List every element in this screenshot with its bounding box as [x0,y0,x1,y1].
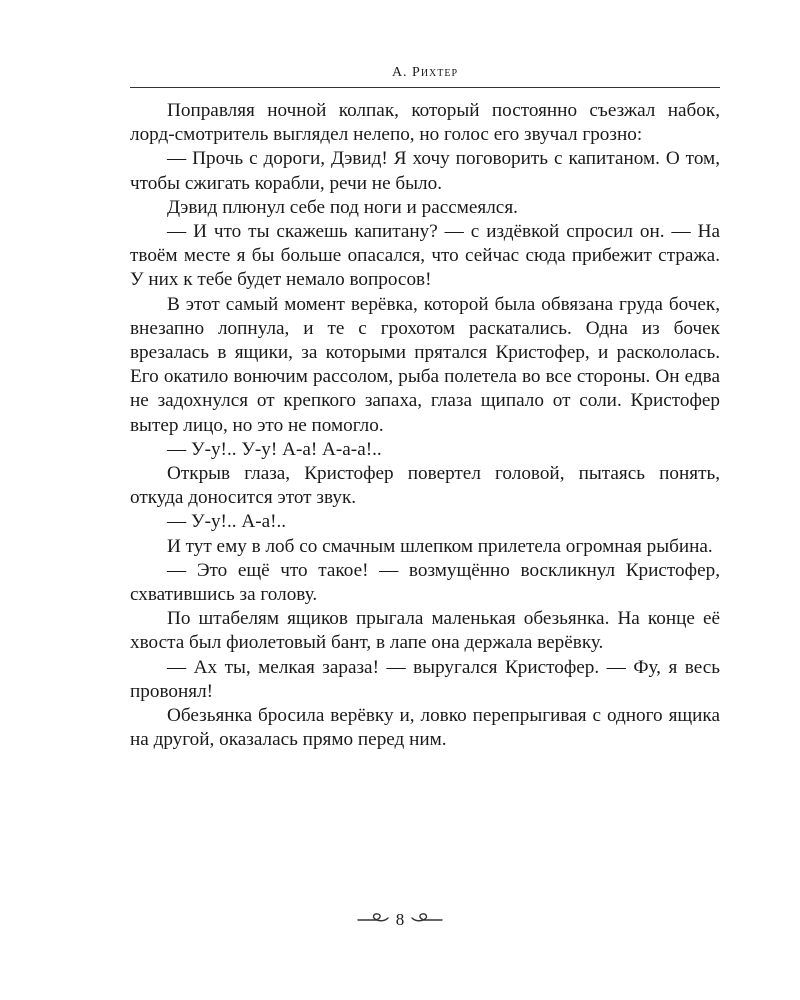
body-text [130,99,720,752]
paragraph: Открыв глаза, Кристофер повертел головой, пытаясь понять, откуда доносится этот звук. [130,463,720,509]
paragraph: Поправляя ночной колпак, который постоянно съезжал набок, лорд-смотритель выглядел нелепо, но голос его звучал грозно: [130,100,720,146]
paragraph: Обезьянка бросила верёвку и, ловко перепрыгивая с одного ящика на другой, оказалась прямо перед ним. [130,705,720,751]
paragraph: Дэвид плюнул себе под ноги и рассмеялся. [167,196,518,218]
paragraph: — Это ещё что такое! — возмущённо воскликнул Кристофер, схватившись за голову. [130,559,720,606]
swirl-ornament-left-icon [356,911,390,929]
paragraph: И тут ему в лоб со смачным шлепком прилетела огромная рыбина. [167,535,713,557]
paragraph: — Ах ты, мелкая зараза! — выругался Кристофер. — Фу, я весь провонял! [130,656,720,702]
running-header [130,62,720,88]
paragraph: — И что ты скажешь капитану? — с издёвкой спросил он. — На твоём месте я бы больше опасался, что сейчас сюда прибежит стража. У них к тебе будет немало вопросов! [130,221,720,291]
author-name: А. Рихтер [391,65,459,80]
page-number: 8 [395,910,405,929]
paragraph: — У-у!.. А-а!.. [167,511,287,533]
paragraph: — У-у!.. У-у! А-а! А-а-а!.. [167,438,382,460]
swirl-ornament-right-icon [410,911,444,929]
paragraph: В этот самый момент верёвка, которой была обвязана груда бочек, внезапно лопнула, и те с грохотом раскатались. Одна из бочек врезалась в ящики, за которыми прятался Кристофер, и раскололась. Его окатило вонючим рассолом, рыба полетела во все стороны. Он едва не задохнулся от крепкого запаха, глаза щипало от соли. Кристофер вытер лицо, но это не помогло. [130,293,720,436]
paragraph: По штабелям ящиков прыгала маленькая обезьянка. На конце её хвоста был фиолетовый бант, в лапе она держала верёвку. [130,608,720,654]
page-footer [330,905,470,935]
paragraph: — Прочь с дороги, Дэвид! Я хочу поговорить с капитаном. О том, чтобы сжигать корабли, речи не было. [130,148,720,194]
